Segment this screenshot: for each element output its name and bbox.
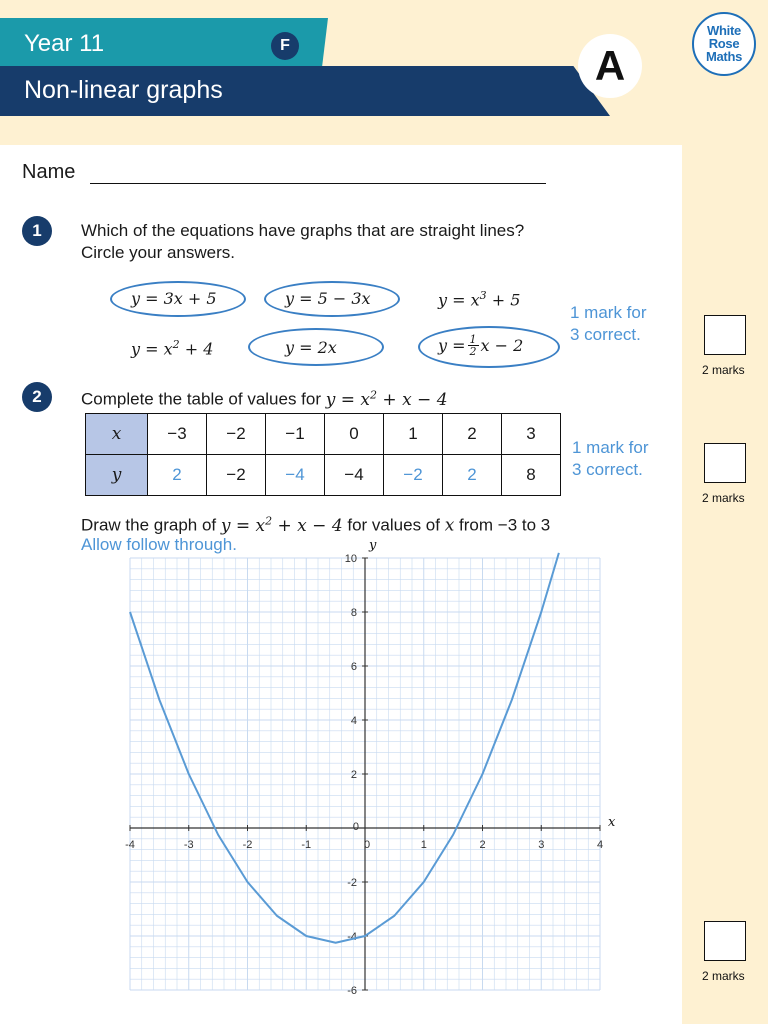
q1-marks-label: 2 marks: [702, 363, 745, 377]
equation-y-3x-plus-5: y = 3x + 5: [131, 289, 217, 308]
worksheet-title: Non-linear graphs: [24, 76, 223, 104]
white-rose-maths-logo: White Rose Maths: [692, 12, 756, 76]
x-cell: 1: [384, 414, 443, 455]
x-tick-label: -2: [242, 839, 253, 851]
x-cell: −1: [266, 414, 325, 455]
x-cell: −3: [148, 414, 207, 455]
x-tick-label: 0: [363, 839, 371, 851]
y-cell: 8: [502, 455, 561, 496]
y-answer-cell[interactable]: −2: [384, 455, 443, 496]
name-label: Name: [22, 161, 76, 183]
y-tick-label: -4: [347, 931, 357, 943]
equation-y-2x: y = 2x: [285, 338, 337, 357]
parabola-graph[interactable]: [120, 536, 620, 996]
q2-mark-note: 1 mark for 3 correct.: [572, 438, 649, 479]
x-tick-label: 3: [538, 839, 545, 851]
y-tick-label: 8: [350, 607, 357, 619]
y-tick-label: 10: [344, 553, 357, 565]
question-2-text: Complete the table of values for $y = x^2 + x - 4$: [81, 388, 448, 410]
x-cell: 3: [502, 414, 561, 455]
table-of-values: [85, 413, 561, 496]
question-1-number: 1: [22, 216, 52, 246]
y-tick-label: -6: [347, 985, 357, 996]
x-row-header: x: [86, 414, 148, 455]
y-tick-label: 4: [350, 715, 357, 727]
year-label: Year 11: [24, 30, 105, 57]
name-field-line[interactable]: [90, 183, 546, 184]
x-tick-label: 4: [596, 839, 604, 851]
y-tick-label: 0: [352, 821, 359, 833]
x-axis-label: x: [608, 815, 616, 830]
question-1-text: Which of the equations have graphs that are straight lines? Circle your answers.: [81, 221, 525, 262]
version-badge: A: [578, 34, 642, 98]
y-tick-label: 2: [350, 769, 357, 781]
draw-graph-instruction: Draw the graph of $y = x^2 + x - 4$ for values of x from −3 to 3: [81, 514, 551, 536]
q2-graph-mark-box[interactable]: [704, 921, 746, 961]
y-tick-label: -2: [347, 877, 357, 889]
x-tick-label: 2: [479, 839, 486, 851]
x-tick-label: -4: [125, 839, 135, 851]
x-tick-label: -3: [183, 839, 194, 851]
q2-table-mark-box[interactable]: [704, 443, 746, 483]
x-tick-label: 1: [420, 839, 427, 851]
y-answer-cell[interactable]: −4: [266, 455, 325, 496]
q2-table-marks-label: 2 marks: [702, 491, 745, 505]
q2-graph-marks-label: 2 marks: [702, 969, 745, 983]
equation-y-5-minus-3x: y = 5 − 3x: [285, 289, 371, 308]
x-cell: 2: [443, 414, 502, 455]
y-cell: −4: [325, 455, 384, 496]
equation-y-half-x-minus-2: y = $\frac{1}{2}$ x − 2: [438, 333, 524, 358]
q1-mark-note: 1 mark for 3 correct.: [570, 303, 647, 344]
table-row-y: [86, 455, 561, 496]
follow-through-note: Allow follow through.: [81, 535, 237, 554]
equation-y-x-cubed-plus-5: $y = x^3 + 5$: [438, 289, 521, 310]
x-cell: −2: [207, 414, 266, 455]
q1-mark-box[interactable]: [704, 315, 746, 355]
x-cell: 0: [325, 414, 384, 455]
y-answer-cell[interactable]: 2: [148, 455, 207, 496]
y-cell: −2: [207, 455, 266, 496]
y-answer-cell[interactable]: 2: [443, 455, 502, 496]
y-axis-label: y: [369, 538, 377, 553]
question-2-number: 2: [22, 382, 52, 412]
y-tick-label: 6: [350, 661, 357, 673]
tier-badge: F: [271, 32, 299, 60]
y-row-header: y: [86, 455, 148, 496]
x-tick-label: -1: [301, 839, 312, 851]
equation-y-x-squared-plus-4: $y = x^2 + 4$: [131, 338, 214, 359]
table-row-x: [86, 414, 561, 455]
